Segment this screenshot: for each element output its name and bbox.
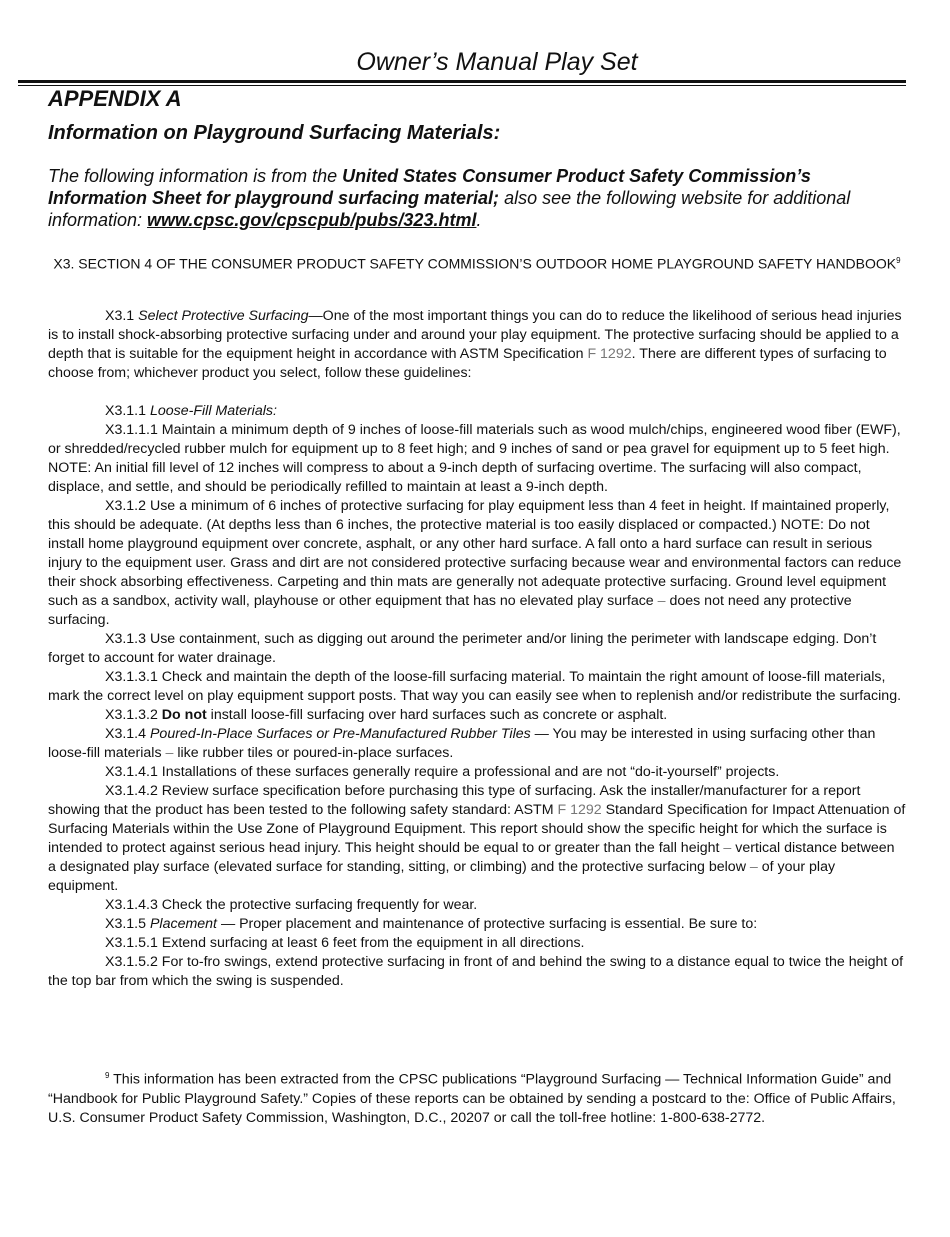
- paragraph-x3-1-4-3: X3.1.4.3 Check the protective surfacing frequently for wear.: [105, 897, 478, 913]
- x3-1-text-2: . There are different types of surfacing to choose from; whichever product you select, follow these guidelines:: [48, 346, 887, 381]
- x3-1-3-2-text: install loose-fill surfacing over hard surfaces such as concrete or asphalt.: [206, 707, 668, 723]
- header-rule-thick: [18, 80, 906, 83]
- x3-1-heading: Select Protective Surfacing: [138, 308, 309, 324]
- paragraph-x3-1-3-1: X3.1.3.1 Check and maintain the depth of the loose-fill surfacing material. To maintain the right amount of loose-fill materials, mark the correct level on play equipment support posts. That way you can easily see when to replenish and/or redistribute the surfacing.: [48, 669, 902, 704]
- paragraph-x3-1-5-1: X3.1.5.1 Extend surfacing at least 6 feet from the equipment in all directions.: [105, 935, 585, 951]
- x3-1-5-heading: Placement: [149, 916, 217, 932]
- intro-text: The following information is from the: [48, 166, 343, 186]
- paragraph-x3-1-5: [48, 915, 906, 934]
- x3-1-4-2-text-4: of your play equipment.: [48, 859, 836, 894]
- spacer: [48, 383, 906, 402]
- paragraph-x3-1-1: [48, 402, 906, 421]
- paragraph-x3-1-5-2: X3.1.5.2 For to-fro swings, extend protective surfacing in front of and behind the swing to a distance equal to twice the height of the top bar from which the swing is suspended.: [48, 954, 904, 989]
- intro-paragraph: [48, 165, 906, 231]
- intro-end: .: [476, 210, 482, 230]
- paragraph-x3-1-4-1: X3.1.4.1 Installations of these surfaces generally require a professional and are not “do-it-yourself” projects.: [105, 764, 780, 780]
- x3-1-4-2-text: X3.1.4.2 Review surface specification before purchasing this type of surfacing. Ask the installer/manufacturer for a report showing that the product has been tested to the following safety standard: ASTM: [48, 783, 861, 818]
- x3-1-5-number: X3.1.5: [105, 916, 150, 932]
- x3-title-text: X3. SECTION 4 OF THE CONSUMER PRODUCT SAFETY COMMISSION’S OUTDOOR HOME PLAYGROUND SAFETY HANDBOOK: [53, 255, 897, 272]
- astm-spec-ref: F 1292: [587, 346, 632, 362]
- x3-section-title: [48, 251, 906, 274]
- x3-1-number: X3.1: [105, 308, 139, 324]
- x3-1-4-heading: Poured-In-Place Surfaces or Pre-Manufactured Rubber Tiles: [149, 726, 531, 742]
- x3-1-1-number: X3.1.1: [105, 403, 150, 419]
- x3-1-4-text-2: like rubber tiles or poured-in-place surfaces.: [173, 745, 454, 761]
- document-page: [48, 0, 906, 1126]
- astm-spec-ref: F 1292: [557, 802, 602, 818]
- x3-1-2-text-2: does not need any protective surfacing.: [48, 593, 852, 628]
- x3-1-4-number: X3.1.4: [105, 726, 150, 742]
- footnote: [48, 1066, 906, 1128]
- x3-1-5-text: — Proper placement and maintenance of protective surfacing is essential. Be sure to:: [217, 916, 758, 932]
- intro-text-2: also see the following website for additional information:: [48, 188, 851, 230]
- dash: –: [657, 593, 666, 609]
- cpsc-website-link[interactable]: www.cpsc.gov/cpscpub/pubs/323.html: [147, 210, 477, 230]
- dash: –: [165, 745, 174, 761]
- paragraph-x3-1-4-2: [48, 782, 906, 896]
- footnote-ref: 9: [896, 256, 901, 265]
- paragraph-x3-1-3: X3.1.3 Use containment, such as digging out around the perimeter and/or lining the perimeter with landscape edging. Don’t forget to account for water drainage.: [48, 631, 877, 666]
- paragraph-x3-1: [48, 307, 906, 383]
- footnote-number: 9: [105, 1071, 110, 1080]
- page-header-title: Owner’s Manual Play Set: [356, 48, 638, 76]
- document-body: [48, 307, 906, 991]
- x3-1-4-2-text-3: vertical distance between a designated play surface (elevated surface for standing, sitting, or climbing) and the protective surfacing below: [48, 840, 895, 875]
- paragraph-x3-1-1-1: X3.1.1.1 Maintain a minimum depth of 9 inches of loose-fill materials such as wood mulch/chips, engineered wood fiber (EWF), or shredded/recycled rubber mulch for equipment up to 8 feet high; and 9 inches of sand or pea gravel for equipment up to 5 feet high. NOTE: An initial fill level of 12 inches will compress to about a 9-inch depth of surfacing overtime. The surfacing will also compact, displace, and settle, and should be periodically refilled to maintain at least a 9-inch depth.: [48, 422, 901, 495]
- paragraph-x3-1-2: [48, 497, 906, 630]
- x3-1-text: —One of the most important things you can do to reduce the likelihood of serious head injuries is to install shock-absorbing protective surfacing under and around your play equipment. The protective surfacing should be applied to a depth that is suitable for the equipment height in accordance with ASTM Specification: [48, 308, 902, 362]
- paragraph-x3-1-3-2: [48, 706, 906, 725]
- footnote-text: This information has been extracted from the CPSC publications “Playground Surfacing — Technical Information Guide” and “Handbook for Public Playground Safety.” Copies of these reports can be obtained by sending a postcard to the: Office of Public Affairs, U.S. Consumer Product Safety Commission, Washington, D.C., 20207 or call the toll-free hotline: 1-800-638-2772.: [48, 1071, 896, 1126]
- x3-1-4-text: — You may be interested in using surfacing other than loose-fill materials: [48, 726, 876, 761]
- dash: –: [723, 840, 732, 856]
- dash: –: [749, 859, 758, 875]
- section-heading: Information on Playground Surfacing Materials:: [48, 122, 501, 144]
- x3-1-1-heading: Loose-Fill Materials:: [149, 403, 277, 419]
- x3-1-4-2-text-2: Standard Specification for Impact Attenuation of Surfacing Materials within the Use Zone of Playground Equipment. This report should show the specific height for which the surface is intended to protect against serious head injury. This height should be equal to or greater than the fall height: [48, 802, 906, 856]
- paragraph-x3-1-4: [48, 725, 906, 763]
- appendix-heading: APPENDIX A: [48, 86, 182, 111]
- x3-1-2-text: X3.1.2 Use a minimum of 6 inches of protective surfacing for play equipment less than 4 feet in height. If maintained properly, this should be adequate. (At depths less than 6 inches, the protective material is too easily displaced or compacted.) NOTE: Do not install home playground equipment over concrete, asphalt, or any other hard surface. A fall onto a hard surface can result in serious injury to the equipment user. Grass and dirt are not considered protective surfacing because wear and environmental factors can reduce their shock absorbing effectiveness. Carpeting and thin mats are generally not adequate protective surfacing. Ground level equipment such as a sandbox, activity wall, playhouse or other equipment that has no elevated play surface: [48, 498, 902, 609]
- x3-1-3-2-number: X3.1.3.2: [105, 707, 162, 723]
- do-not-emphasis: Do not: [161, 707, 207, 723]
- intro-bold-source: United States Consumer Product Safety Commission’s Information Sheet for playground surfacing material;: [48, 166, 811, 208]
